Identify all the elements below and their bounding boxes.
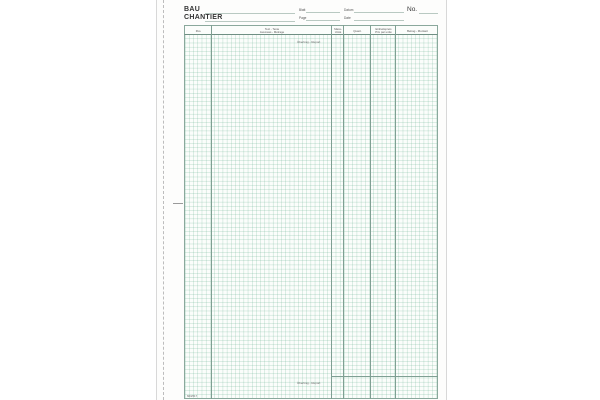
form-code: 663/617 [187, 394, 198, 398]
title-line-2: CHANTIER [184, 14, 223, 21]
column-header-text: Text - Texte Ausmass - Métrage [259, 27, 285, 34]
column-divider-unit [343, 25, 344, 399]
page-field[interactable] [306, 20, 340, 21]
column-header-unit-price: Einheitspreis Prix par unité [375, 27, 392, 34]
perforation-line [163, 0, 164, 400]
datum-label: Datum [344, 8, 354, 12]
date-field[interactable] [354, 20, 404, 21]
datum-field[interactable] [354, 12, 404, 13]
title-underline-2 [205, 21, 295, 22]
column-header-quantity: Quant. [353, 28, 362, 33]
number-label: No. [407, 6, 418, 13]
carry-over-top: Übertrag - Report [297, 40, 321, 44]
graph-grid [184, 25, 438, 399]
column-header-row [184, 25, 438, 35]
column-header-amount: Betrag - Montant [407, 28, 428, 33]
column-divider-quantity [370, 25, 371, 399]
number-field[interactable] [419, 13, 438, 14]
column-divider-pos [211, 25, 212, 399]
date-label: Date [344, 16, 351, 20]
blatt-field[interactable] [306, 12, 340, 13]
title-line-1: BAU [184, 6, 201, 13]
carry-over-total-rule [332, 376, 438, 400]
carry-over-bottom: Übertrag - Report [297, 381, 321, 385]
binding-mark [173, 203, 183, 204]
column-header-pos: Pos. [195, 28, 202, 33]
page-label: Page [299, 16, 307, 20]
column-header-unit: Mass- Unité [334, 27, 342, 34]
blatt-label: Blatt [299, 8, 306, 12]
column-divider-unit-price [395, 25, 396, 399]
title-underline-1 [205, 13, 295, 14]
column-divider-text [331, 25, 332, 399]
